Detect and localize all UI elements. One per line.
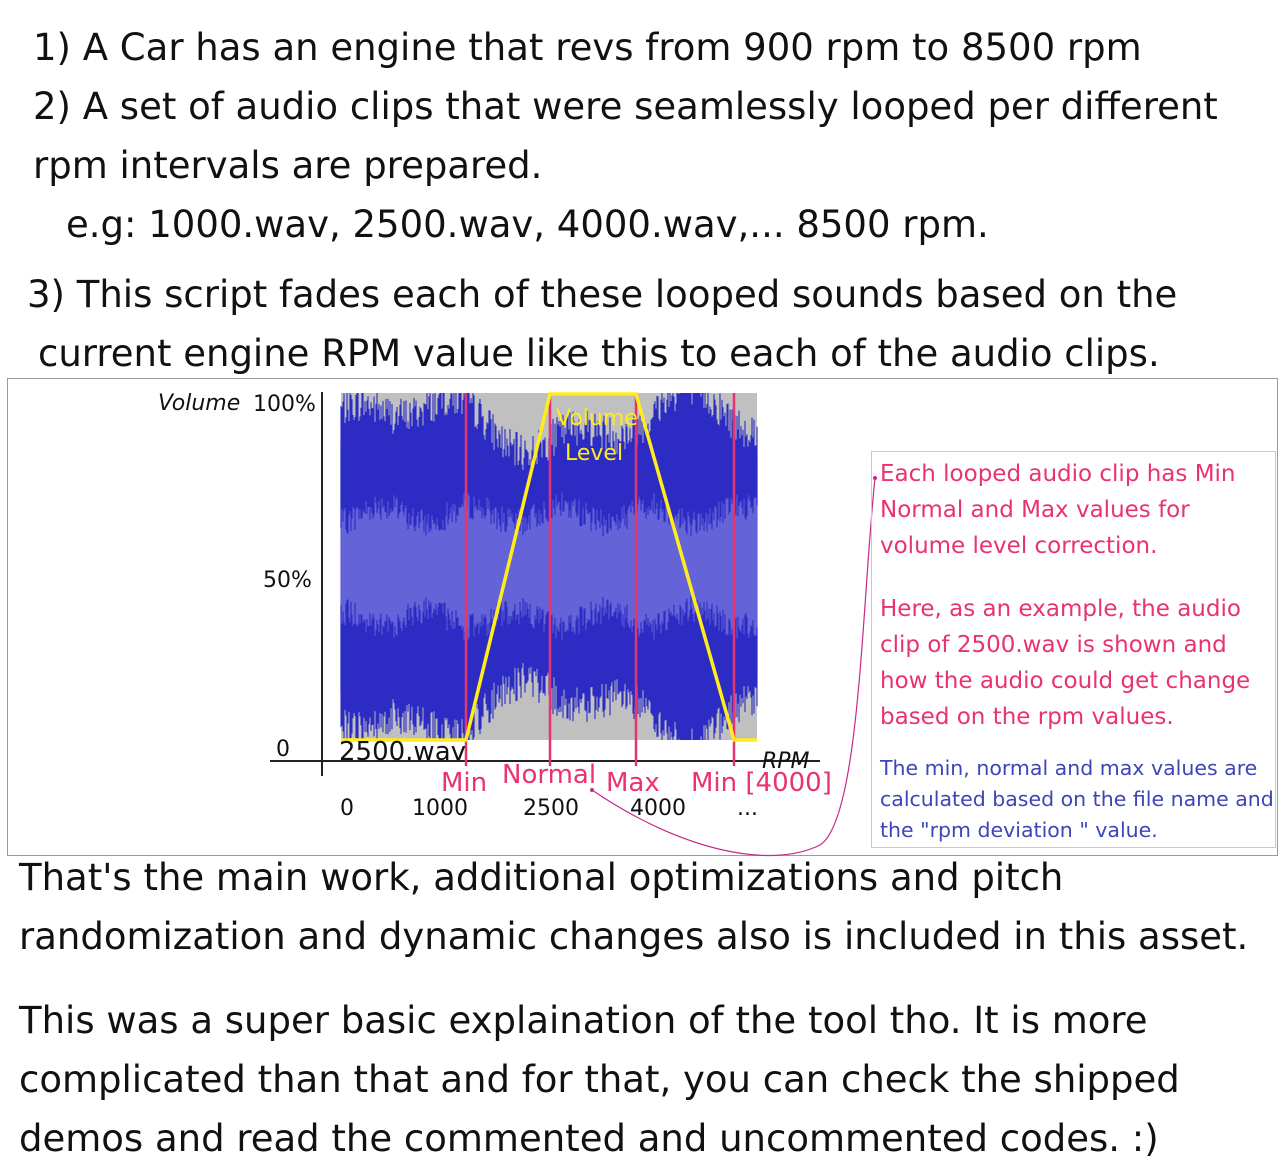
x-tick-4000: 4000 xyxy=(630,796,686,821)
x-tick-2500: 2500 xyxy=(523,796,579,821)
marker-label-max: Max xyxy=(606,768,660,798)
marker-label-normal: Normal xyxy=(502,760,597,790)
outro-line-2: randomization and dynamic changes also is included in this asset. xyxy=(19,915,1249,958)
note-p2-line-2: clip of 2500.wav is shown and xyxy=(880,632,1227,658)
outro-line-1: That's the main work, additional optimizations and pitch xyxy=(19,856,1064,899)
note-p3-line-2: calculated based on the file name and xyxy=(880,787,1274,811)
intro-line-1: 1) A Car has an engine that revs from 900 rpm to 8500 rpm xyxy=(33,26,1142,69)
intro-line-3b: current engine RPM value like this to each of the audio clips. xyxy=(38,332,1160,375)
note-p2-line-1: Here, as an example, the audio xyxy=(880,596,1241,622)
intro-line-2c: e.g: 1000.wav, 2500.wav, 4000.wav,... 8500 rpm. xyxy=(66,203,989,246)
intro-line-3a: 3) This script fades each of these looped sounds based on the xyxy=(27,273,1178,316)
y-tick-0: 0 xyxy=(276,737,290,762)
marker-label-min: Min xyxy=(441,768,488,798)
outro-line-5: demos and read the commented and uncommented codes. :) xyxy=(19,1117,1159,1160)
curve-label-line-2: Level xyxy=(565,441,624,466)
note-p2-line-3: how the audio could get change xyxy=(880,668,1251,694)
y-axis-label: Volume xyxy=(158,391,241,416)
x-tick-ellipsis: ... xyxy=(737,796,758,821)
curve-label-line-1: Volume xyxy=(556,406,638,431)
outro-line-3: This was a super basic explaination of the tool tho. It is more xyxy=(19,999,1148,1042)
intro-line-2a: 2) A set of audio clips that were seamlessly looped per different xyxy=(33,85,1218,128)
marker-label-min-4000: Min [4000] xyxy=(691,768,832,798)
x-tick-0: 0 xyxy=(340,796,354,821)
note-p1-line-1: Each looped audio clip has Min xyxy=(880,461,1236,487)
x-axis-label: RPM xyxy=(762,749,810,774)
note-p3-line-1: The min, normal and max values are xyxy=(880,756,1258,780)
y-tick-50: 50% xyxy=(263,568,312,593)
intro-line-2b: rpm intervals are prepared. xyxy=(33,144,543,187)
x-tick-1000: 1000 xyxy=(412,796,468,821)
y-tick-100: 100% xyxy=(253,392,316,417)
outro-line-4: complicated than that and for that, you can check the shipped xyxy=(19,1058,1180,1101)
note-p1-line-2: Normal and Max values for xyxy=(880,497,1190,523)
clip-label: 2500.wav xyxy=(339,737,467,767)
note-p2-line-4: based on the rpm values. xyxy=(880,704,1174,730)
note-p1-line-3: volume level correction. xyxy=(880,533,1158,559)
note-p3-line-3: the "rpm deviation " value. xyxy=(880,818,1158,842)
